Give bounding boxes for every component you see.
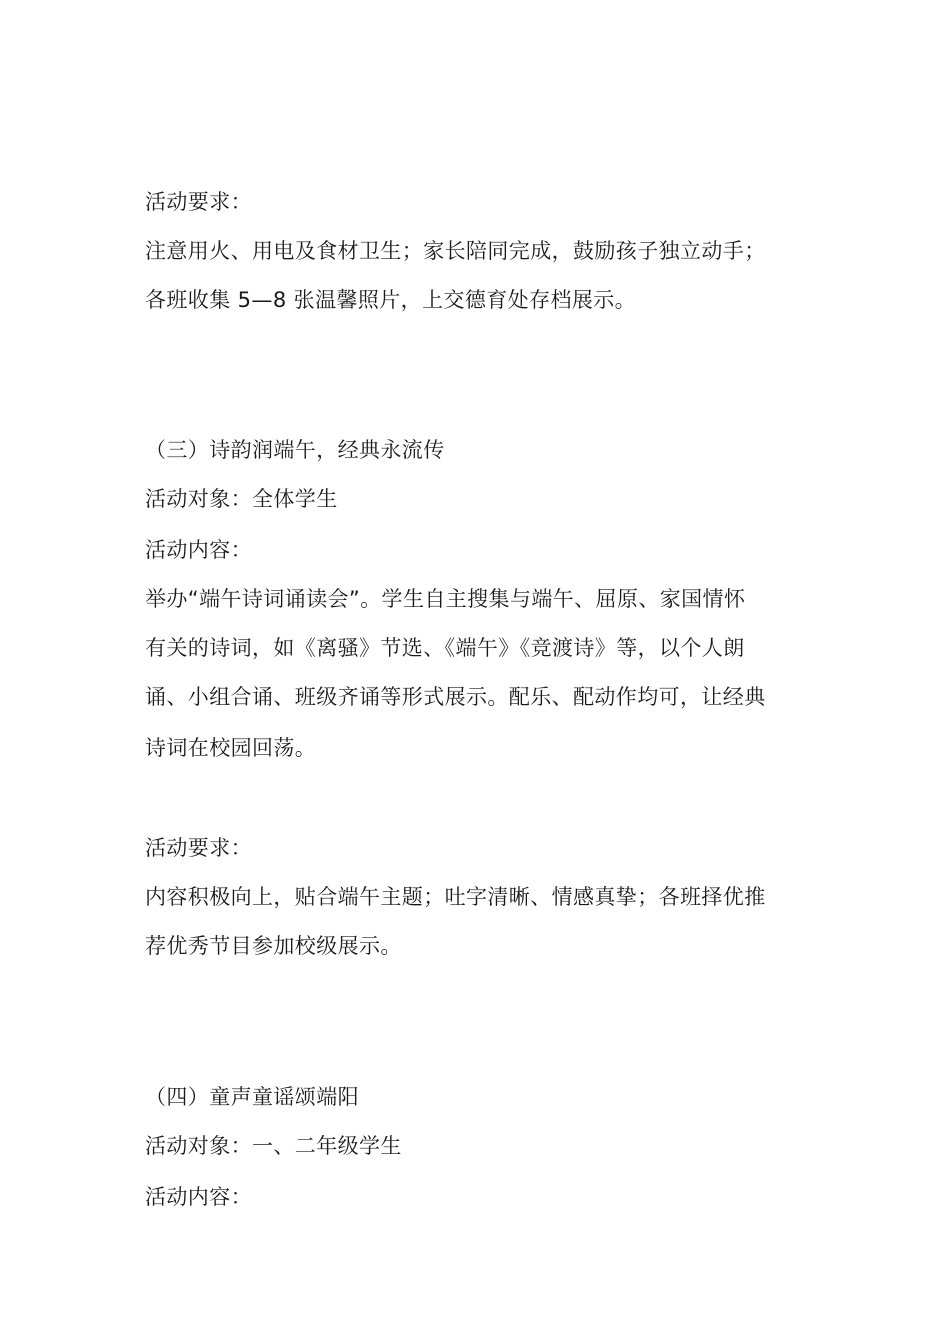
section3-content-line-2: 有关的诗词，如《离骚》节选、《端午》《竞渡诗》等，以个人朗 bbox=[145, 636, 745, 660]
section3-content-label: 活动内容： bbox=[145, 538, 252, 562]
section3-requirements-line-2: 荐优秀节目参加校级展示。 bbox=[145, 934, 402, 958]
section3-requirements-label: 活动要求： bbox=[145, 836, 252, 860]
section3-target: 活动对象：全体学生 bbox=[145, 487, 338, 511]
section3-content-line-1: 举办“端午诗词诵读会”。学生自主搜集与端午、屈原、家国情怀 bbox=[145, 587, 746, 611]
section3-content-line-3: 诵、小组合诵、班级齐诵等形式展示。配乐、配动作均可，让经典 bbox=[145, 685, 766, 709]
section3-requirements-line-1: 内容积极向上，贴合端午主题；吐字清晰、情感真挚；各班择优推 bbox=[145, 885, 766, 909]
section4-heading: （四）童声童谣颂端阳 bbox=[145, 1085, 359, 1109]
section3-content-line-4: 诗词在校园回荡。 bbox=[145, 736, 317, 760]
section2-requirements-line-1: 注意用火、用电及食材卫生；家长陪同完成，鼓励孩子独立动手； bbox=[145, 239, 766, 263]
section3-heading: （三）诗韵润端午，经典永流传 bbox=[145, 438, 445, 462]
section4-target: 活动对象：一、二年级学生 bbox=[145, 1134, 402, 1158]
section2-requirements-label: 活动要求： bbox=[145, 190, 252, 214]
section2-requirements-line-2: 各班收集 5—8 张温馨照片，上交德育处存档展示。 bbox=[145, 288, 637, 312]
section4-content-label: 活动内容： bbox=[145, 1185, 252, 1209]
